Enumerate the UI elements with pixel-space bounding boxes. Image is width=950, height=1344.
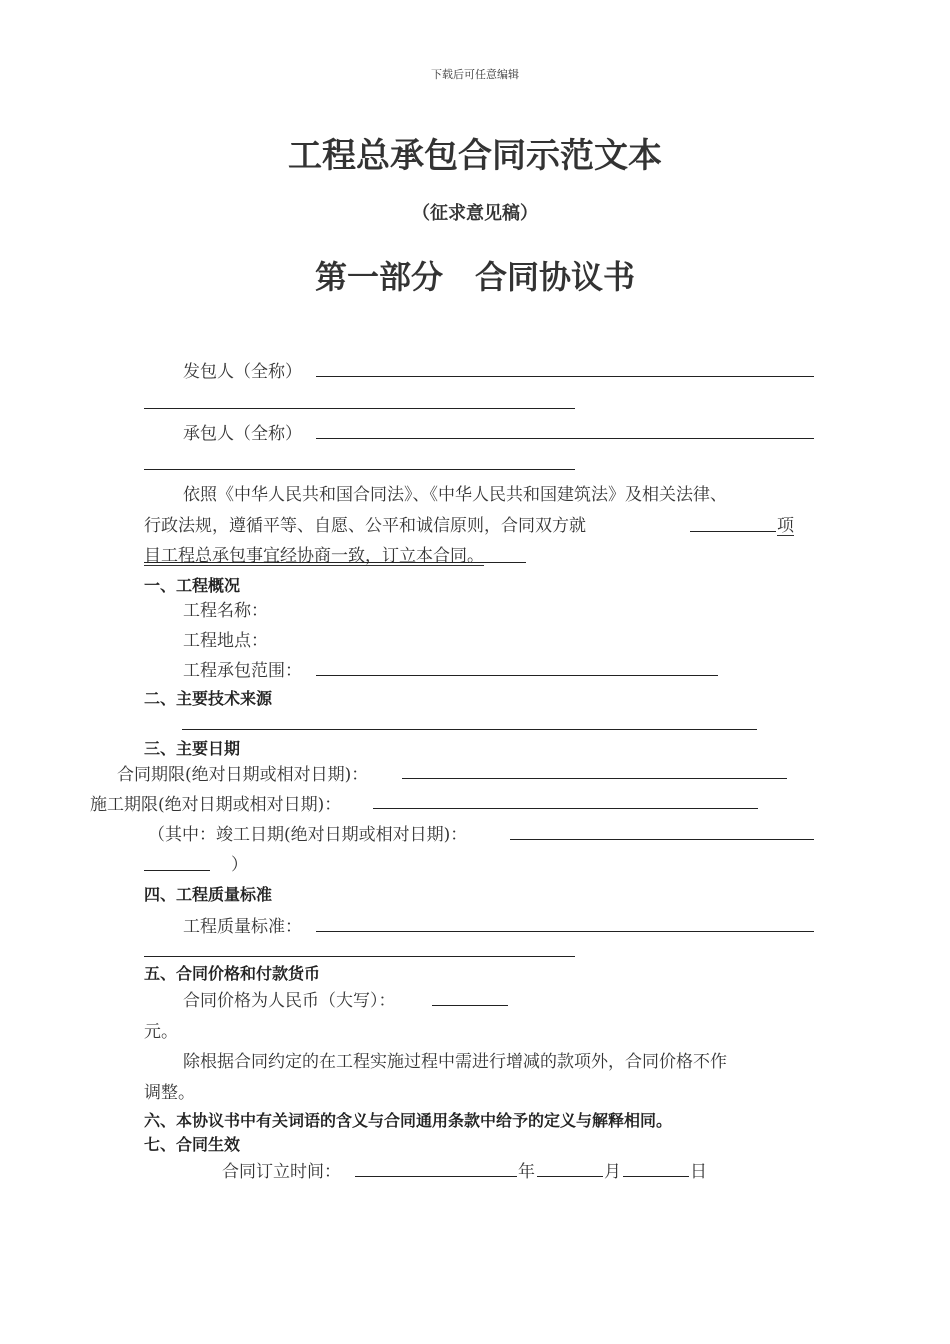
section-4-heading: 四、工程质量标准	[144, 885, 273, 904]
project-scope-label: 工程承包范围：	[183, 661, 302, 681]
intro-line-2: 行政法规，遵循平等、自愿、公平和诚信原则，合同双方就	[144, 516, 586, 536]
project-name-label: 工程名称：	[183, 601, 268, 621]
quality-standard-blank-cont[interactable]	[144, 956, 575, 957]
quality-standard-label: 工程质量标准：	[183, 917, 302, 937]
quality-standard-blank[interactable]	[316, 931, 814, 932]
signing-day-label: 日	[690, 1162, 707, 1182]
intro-line-2-end: 项	[777, 516, 794, 536]
intro-line-3: 目工程总承包事宜经协商一致，订立本合同。	[144, 546, 484, 566]
signing-month-blank[interactable]	[537, 1176, 603, 1177]
contractor-name-blank-cont[interactable]	[144, 469, 575, 470]
section-2-heading: 二、主要技术来源	[144, 689, 273, 708]
signing-date-label: 合同订立时间：	[222, 1162, 341, 1182]
contractor-name-blank[interactable]	[316, 438, 814, 439]
intro-line-1: 依照《中华人民共和国合同法》、《中华人民共和国建筑法》及相关法律、	[183, 485, 727, 505]
currency-unit: 元。	[144, 1022, 178, 1042]
contract-price-blank[interactable]	[432, 1005, 508, 1006]
signing-year-label: 年	[518, 1162, 535, 1182]
section-1-heading: 一、工程概况	[144, 576, 241, 595]
completion-date-close: ）	[231, 855, 248, 875]
project-name-blank[interactable]	[690, 531, 776, 532]
document-title: 工程总承包合同示范文本	[288, 136, 662, 176]
employer-name-blank[interactable]	[316, 376, 814, 377]
completion-date-blank[interactable]	[510, 839, 814, 840]
project-location-label: 工程地点：	[183, 631, 268, 651]
signing-day-blank[interactable]	[623, 1176, 689, 1177]
contract-period-blank[interactable]	[402, 778, 787, 779]
contract-period-label: 合同期限(绝对日期或相对日期)：	[117, 765, 369, 785]
completion-date-blank-cont[interactable]	[144, 870, 210, 871]
price-adjust-line-1: 除根据合同约定的在工程实施过程中需进行增减的款项外，合同价格不作	[183, 1052, 727, 1072]
section-5-heading: 五、合同价格和付款货币	[144, 964, 321, 983]
contract-price-label: 合同价格为人民币（大写）：	[183, 991, 396, 1011]
section-7-heading: 七、合同生效	[144, 1135, 241, 1154]
signing-year-blank[interactable]	[355, 1176, 517, 1177]
section-6-heading: 六、本协议书中有关词语的含义与合同通用条款中给予的定义与解释相同。	[144, 1111, 673, 1130]
page-header-note: 下载后可任意编辑	[431, 68, 519, 81]
project-scope-blank[interactable]	[316, 675, 718, 676]
signing-month-label: 月	[604, 1162, 621, 1182]
employer-name-blank-cont[interactable]	[144, 408, 575, 409]
construction-period-label: 施工期限(绝对日期或相对日期)：	[90, 795, 342, 815]
intro-line-3-underline	[144, 562, 526, 563]
contractor-label: 承包人（全称）	[183, 424, 302, 444]
price-adjust-line-2: 调整。	[144, 1083, 195, 1103]
construction-period-blank[interactable]	[373, 808, 758, 809]
part-title: 第一部分 合同协议书	[314, 258, 635, 296]
completion-date-label: （其中：竣工日期(绝对日期或相对日期)：	[148, 825, 468, 845]
employer-label: 发包人（全称）	[183, 362, 302, 382]
section-3-heading: 三、主要日期	[144, 739, 241, 758]
document-subtitle: （征求意见稿）	[412, 203, 538, 224]
technology-source-blank[interactable]	[182, 729, 757, 730]
